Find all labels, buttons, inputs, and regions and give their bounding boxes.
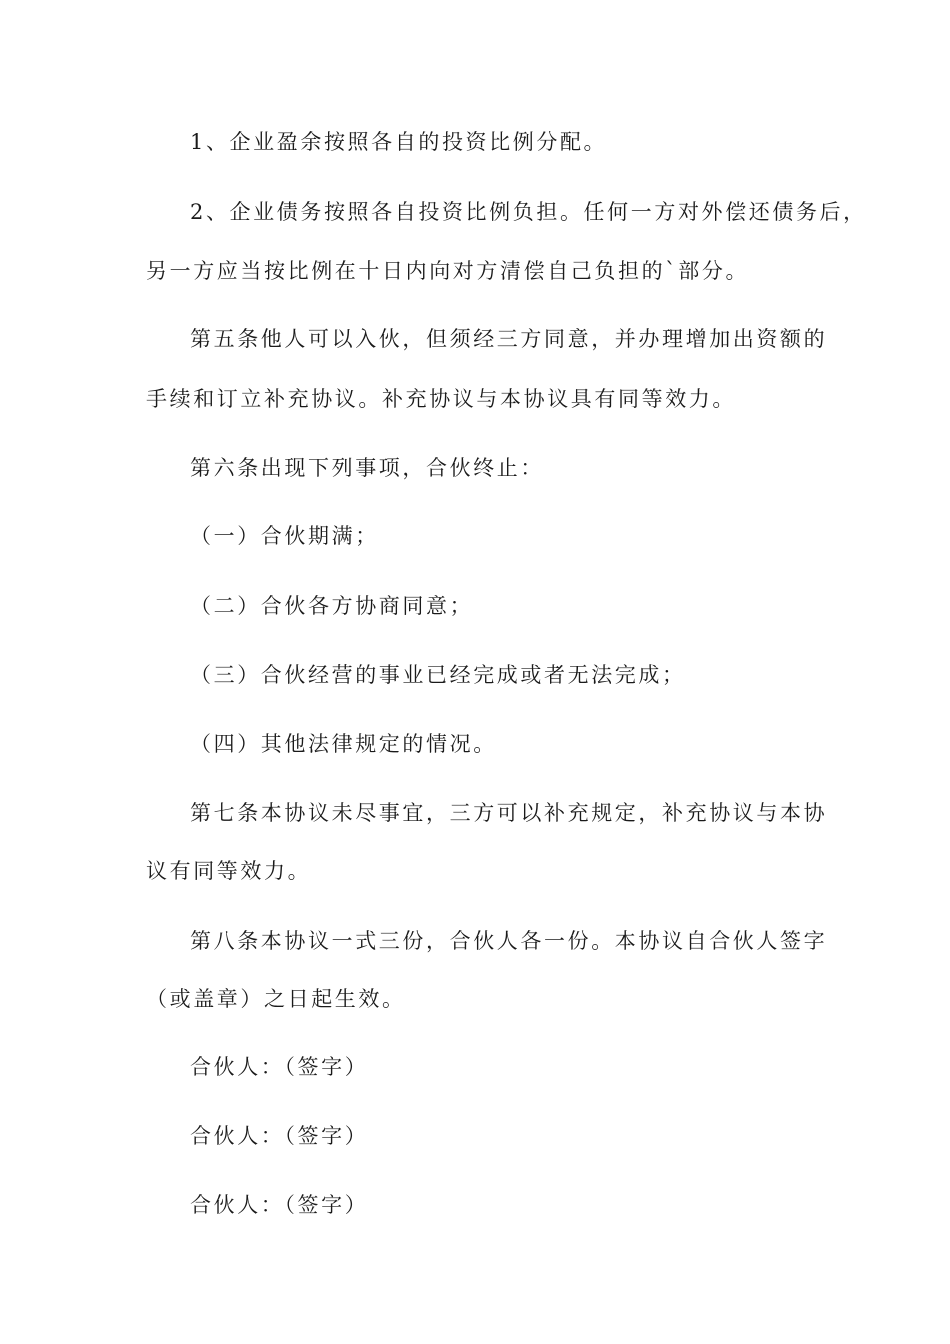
clause-4-item-2-line-1: 2、企业债务按照各自投资比例负担。任何一方对外偿还债务后，	[190, 200, 867, 224]
clause-4-item-2-line-2: 另一方应当按比例在十日内向对方清偿自己负担的`部分。	[146, 259, 750, 283]
clause-6-item-3: （三）合伙经营的事业已经完成或者无法完成；	[190, 663, 686, 687]
clause-4-item-1: 1、企业盈余按照各自的投资比例分配。	[190, 130, 608, 154]
clause-7-line-2: 议有同等效力。	[146, 859, 312, 883]
clause-5-line-2: 手续和订立补充协议。补充协议与本协议具有同等效力。	[146, 387, 736, 411]
clause-6-item-4: （四）其他法律规定的情况。	[190, 732, 497, 756]
clause-6-item-2: （二）合伙各方协商同意；	[190, 594, 474, 618]
signature-line-2: 合伙人：（签字）	[190, 1124, 369, 1148]
clause-7-line-1: 第七条本协议未尽事宜，三方可以补充规定，补充协议与本协	[190, 801, 828, 825]
clause-8-line-1: 第八条本协议一式三份，合伙人各一份。本协议自合伙人签字	[190, 929, 828, 953]
clause-8-line-2: （或盖章）之日起生效。	[146, 987, 406, 1011]
clause-5-line-1: 第五条他人可以入伙，但须经三方同意，并办理增加出资额的	[190, 327, 828, 351]
clause-6-item-1: （一）合伙期满；	[190, 524, 379, 548]
signature-line-1: 合伙人：（签字）	[190, 1055, 369, 1079]
signature-line-3: 合伙人：（签字）	[190, 1193, 369, 1217]
clause-6-heading: 第六条出现下列事项，合伙终止：	[190, 456, 544, 480]
